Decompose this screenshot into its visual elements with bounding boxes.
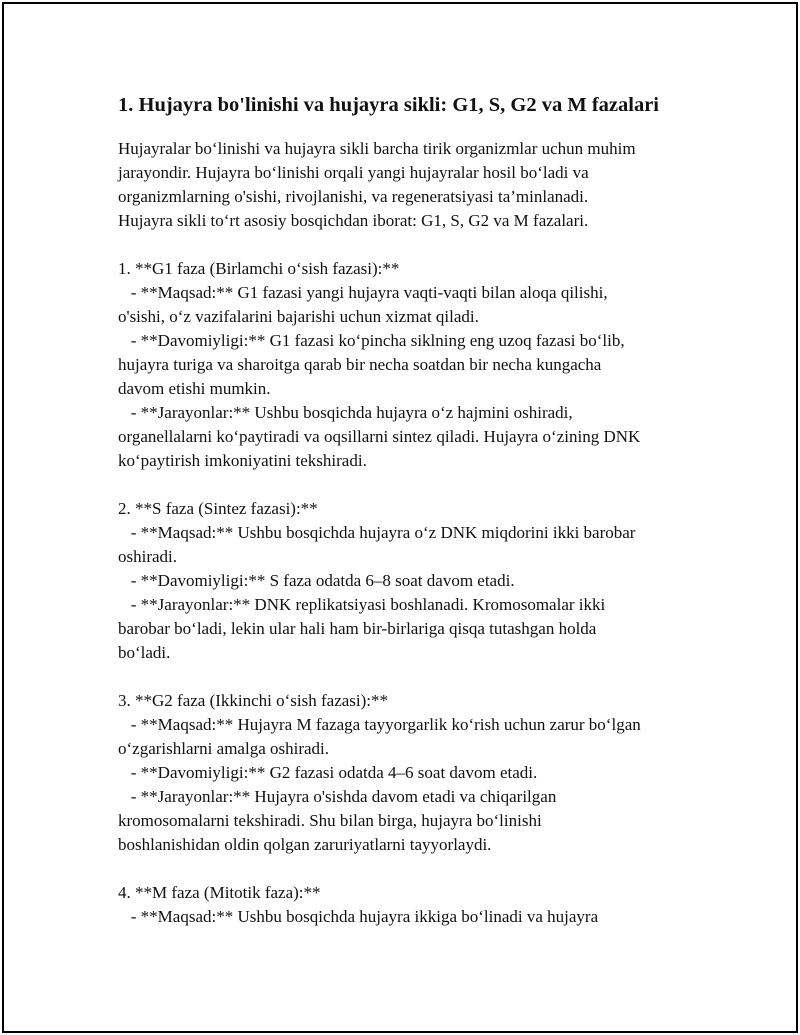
text-line: - **Davomiyligi:** G1 fazasi ko‘pincha siklning eng uzoq fazasi bo‘lib, bbox=[118, 331, 625, 350]
text-line: o‘zgarishlarni amalga oshiradi. bbox=[118, 739, 330, 758]
blank-line bbox=[118, 665, 698, 689]
blank-line bbox=[118, 857, 698, 881]
text-line: hujayra turiga va sharoitga qarab bir necha soatdan bir necha kungacha bbox=[118, 355, 602, 374]
text-line: Hujayralar bo‘linishi va hujayra sikli barcha tirik organizmlar uchun muhim bbox=[118, 139, 636, 158]
text-line: 4. **M faza (Mitotik faza):** bbox=[118, 883, 321, 902]
text-line: organellalarni ko‘paytiradi va oqsillarni sintez qiladi. Hujayra o‘zining DNK bbox=[118, 427, 641, 446]
text-line: 2. **S faza (Sintez fazasi):** bbox=[118, 499, 318, 518]
text-line: - **Davomiyligi:** S faza odatda 6–8 soat davom etadi. bbox=[118, 571, 515, 590]
text-line: - **Jarayonlar:** Ushbu bosqichda hujayra o‘z hajmini oshiradi, bbox=[118, 403, 573, 422]
text-line: - **Davomiyligi:** G2 fazasi odatda 4–6 soat davom etadi. bbox=[118, 763, 538, 782]
text-line: - **Maqsad:** G1 fazasi yangi hujayra vaqti-vaqti bilan aloqa qilishi, bbox=[118, 283, 608, 302]
text-line: 1. **G1 faza (Birlamchi o‘sish fazasi):** bbox=[118, 259, 400, 278]
blank-line bbox=[118, 233, 698, 257]
text-line: barobar bo‘ladi, lekin ular hali ham bir-birlariga qisqa tutashgan holda bbox=[118, 619, 597, 638]
text-line: o'sishi, o‘z vazifalarini bajarishi uchun xizmat qiladi. bbox=[118, 307, 479, 326]
text-line: - **Maqsad:** Ushbu bosqichda hujayra o‘z DNK miqdorini ikki barobar bbox=[118, 523, 636, 542]
text-line: - **Maqsad:** Hujayra M fazaga tayyorgarlik ko‘rish uchun zarur bo‘lgan bbox=[118, 715, 641, 734]
text-line: kromosomalarni tekshiradi. Shu bilan birga, hujayra bo‘linishi bbox=[118, 811, 542, 830]
text-line: - **Jarayonlar:** Hujayra o'sishda davom etadi va chiqarilgan bbox=[118, 787, 557, 806]
text-line: oshiradi. bbox=[118, 547, 178, 566]
text-line: 3. **G2 faza (Ikkinchi o‘sish fazasi):** bbox=[118, 691, 389, 710]
text-line: Hujayra sikli to‘rt asosiy bosqichdan iborat: G1, S, G2 va M fazalari. bbox=[118, 211, 589, 230]
document-title: 1. Hujayra bo'linishi va hujayra sikli: G1, S, G2 va M fazalari bbox=[118, 94, 660, 116]
text-line: boshlanishidan oldin qolgan zaruriyatlarni tayyorlaydi. bbox=[118, 835, 492, 854]
text-line: - **Jarayonlar:** DNK replikatsiyasi boshlanadi. Kromosomalar ikki bbox=[118, 595, 606, 614]
blank-line bbox=[118, 473, 698, 497]
text-line: - **Maqsad:** Ushbu bosqichda hujayra ikkiga bo‘linadi va hujayra bbox=[118, 907, 599, 926]
document-content bbox=[118, 92, 698, 929]
text-line: davom etishi mumkin. bbox=[118, 379, 271, 398]
text-line: jarayondir. Hujayra bo‘linishi orqali yangi hujayralar hosil bo‘ladi va bbox=[118, 163, 589, 182]
text-line: ko‘paytirish imkoniyatini tekshiradi. bbox=[118, 451, 367, 470]
text-line: organizmlarning o'sishi, rivojlanishi, va regeneratsiyasi ta’minlanadi. bbox=[118, 187, 589, 206]
document-body bbox=[118, 137, 698, 929]
text-line: bo‘ladi. bbox=[118, 643, 171, 662]
